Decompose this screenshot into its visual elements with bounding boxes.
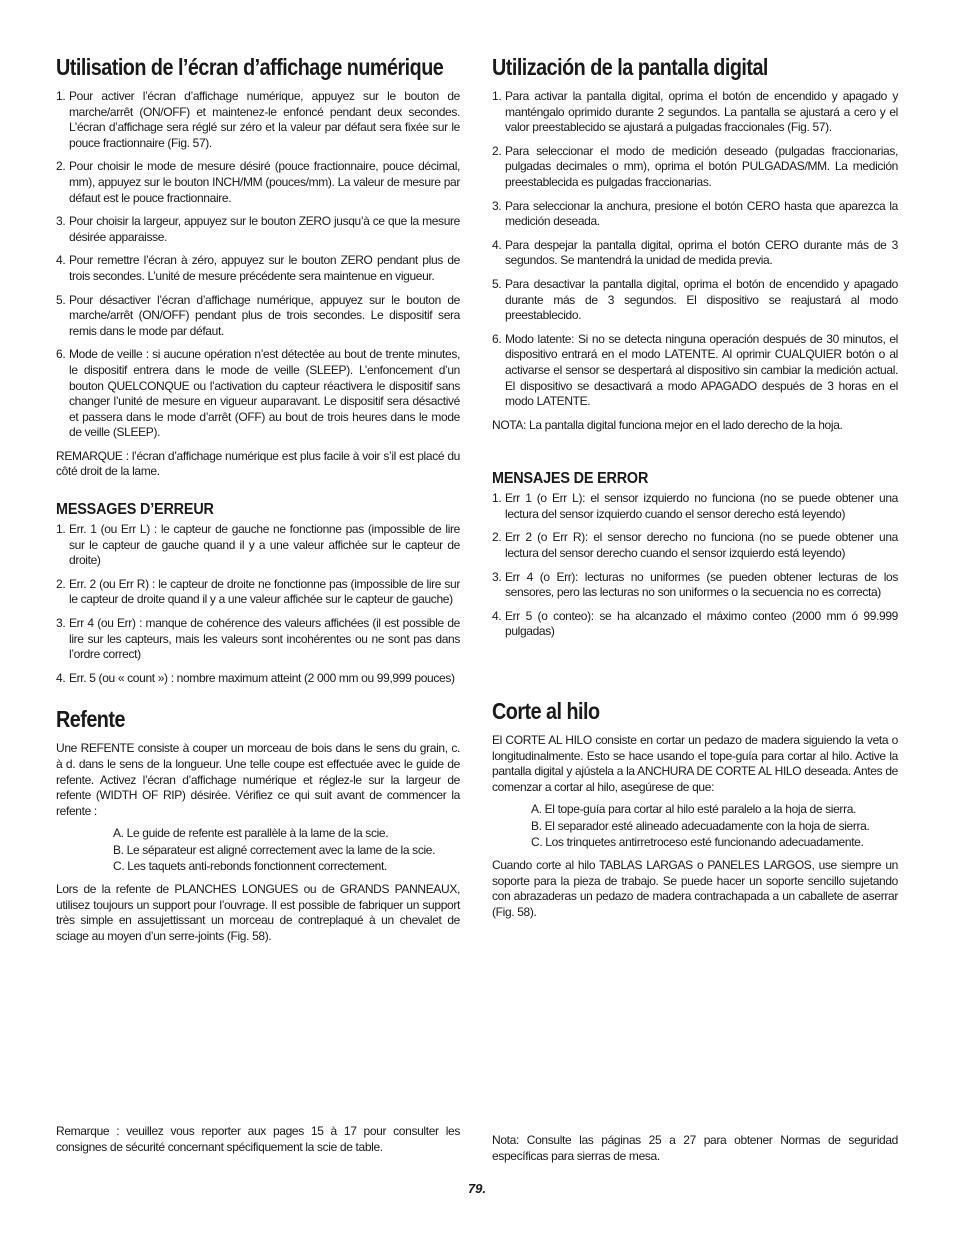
spanish-column: [492, 54, 898, 921]
french-rip-intro: Une REFENTE consiste à couper un morceau de bois dans le sens du grain, c. à d. dans le sens de la longueur. Une telle coupe est effectuée avec le guide de refente. Activez l’écran d’affichage numérique et réglez-le sur la largeur de refente (WIDTH OF RIP) désirée. Vérifiez ce qui suit avant de commencer la refente :: [56, 741, 460, 818]
list-item: C. Les taquets anti-rebonds fonctionnent correctement.: [113, 858, 387, 873]
spanish-rip-title: Corte al hilo: [492, 698, 600, 725]
list-item: 4. Err. 5 (ou « count ») : nombre maximum atteint (2 000 mm ou 99,999 pouces): [56, 670, 455, 685]
french-instructions-list: [56, 89, 460, 441]
list-item: A. El tope-guía para cortar al hilo esté paralelo a la hoja de sierra.: [531, 802, 857, 817]
list-item: 1. Err 1 (o Err L): el sensor izquierdo no funciona (no se puede obtener una lectura del sensor izquierdo cuando el sensor derecho está leyendo): [492, 491, 898, 521]
spanish-rip-checklist: [492, 801, 898, 850]
french-rip-outro: Lors de la refente de PLANCHES LONGUES ou de GRANDS PANNEAUX, utilisez toujours un support pour l’ouvrage. Il est possible de fabriquer un support très simple en assujettissant un morceau de contreplaqué à un chevalet de sciage au moyen d’un serre-joints (Fig. 58).: [56, 882, 460, 944]
list-item: 6. Mode de veille : si aucune opération n’est détectée au bout de trente minutes, le dispositif entrera dans le mode de veille (SLEEP). L’enfoncement d’un bouton QUELCONQUE ou l’activation du capteur réactivera le dispositif sans changer l’unité de mesure en vigueur auparavant. Le dispositif sera désactivé et passera dans le mode d’arrêt (OFF) au bout de trois heures dans le mode de veille (SLEEP).: [56, 347, 460, 440]
list-item: 2. Para seleccionar el modo de medición deseado (pulgadas fraccionarias, pulgadas decimales o mm), oprima el botón PULGADAS/MM. La medición preestablecida es pulgadas fraccionarias.: [492, 143, 898, 189]
spanish-errors-heading: MENSAJES DE ERROR: [492, 470, 649, 488]
list-item: 2. Pour choisir le mode de mesure désiré (pouce fractionnaire, pouce décimal, mm), appuyez sur le bouton INCH/MM (pouces/mm). La valeur de mesure par défaut est le pouce fractionnaire.: [56, 159, 460, 205]
list-item: 4. Para despejar la pantalla digital, oprima el botón CERO durante más de 3 segundos. Se mantendrá la unidad de medida previa.: [492, 237, 898, 268]
list-item: 4. Err 5 (o conteo): se ha alcanzado el máximo conteo (2000 mm ó 99.999 pulgadas): [492, 608, 898, 639]
list-item: 5. Para desactivar la pantalla digital, oprima el botón de encendido y apagado durante más de 3 segundos. El dispositivo se reajustará al modo preestablecido.: [492, 276, 898, 323]
page-number: 79.: [467, 1181, 487, 1196]
spanish-instructions-list: [492, 89, 898, 410]
list-item: 4. Pour remettre l’écran à zéro, appuyez sur le bouton ZERO pendant plus de trois secondes. L’unité de mesure précédente sera maintenue en vigueur.: [56, 253, 460, 283]
list-item: 5. Pour désactiver l’écran d’affichage numérique, appuyez sur le bouton de marche/arrêt (ON/OFF) pendant plus de trois secondes. Le dispositif sera remis dans le mode par défaut.: [56, 292, 460, 338]
list-item: 3. Err 4 (ou Err) : manque de cohérence des valeurs affichées (il est possible de lire sur les capteurs, mais les valeurs sont incohérentes ou ne sont pas dans l’ordre correct): [56, 616, 460, 662]
spanish-rip-outro: Cuando corte al hilo TABLAS LARGAS o PANELES LARGOS, use siempre un soporte para la pieza de trabajo. Se puede hacer un soporte sencillo sujetando con abrazaderas un pedazo de madera contrachapada a un caballete de aserrar (Fig. 58).: [492, 858, 898, 920]
french-errors-list: [56, 522, 460, 686]
list-item: B. El separador esté alineado adecuadamente con la hoja de sierra.: [531, 818, 870, 833]
list-item: 3. Para seleccionar la anchura, presione el botón CERO hasta que aparezca la medición deseada.: [492, 198, 898, 229]
french-display-note: REMARQUE : l’écran d’affichage numérique est plus facile à voir s’il est placé du côté droit de la lame.: [56, 448, 460, 479]
french-errors-heading: MESSAGES D’ERREUR: [56, 501, 214, 519]
list-item: 2. Err 2 (o Err R): el sensor derecho no funciona (no se puede obtener una lectura del sensor derecho cuando el sensor izquierdo está leyendo): [492, 530, 898, 561]
list-item: 1. Para activar la pantalla digital, oprima el botón de encendido y apagado y manténgalo oprimido durante 2 segundos. La pantalla se ajustará a cero y el valor preestablecido se ajustará a pulgadas fraccionales (Fig. 57).: [492, 89, 898, 135]
list-item: 1. Err. 1 (ou Err L) : le capteur de gauche ne fonctionne pas (impossible de lire sur le capteur de gauche quand il y a une valeur affichée sur le capteur de droite): [56, 522, 460, 568]
list-item: 3. Pour choisir la largeur, appuyez sur le bouton ZERO jusqu’à ce que la mesure désirée apparaisse.: [56, 214, 460, 244]
french-safety-footnote: Remarque : veuillez vous reporter aux pages 15 à 17 pour consulter les consignes de sécurité concernant spécifiquement la scie de table.: [56, 1124, 460, 1154]
spanish-safety-footnote: Nota: Consulte las páginas 25 a 27 para obtener Normas de seguridad específicas para sierras de mesa.: [492, 1133, 898, 1163]
french-rip-checklist: [56, 825, 460, 874]
list-item: B. Le séparateur est aligné correctement avec la lame de la scie.: [113, 842, 436, 857]
list-item: 6. Modo latente: Si no se detecta ninguna operación después de 30 minutos, el dispositivo entrará en el modo LATENTE. Al oprimir CUALQUIER botón o al activarse el sensor se despertará al dispositivo sin cambiar la medición actual. El dispositivo se desactivará a modo APAGADO después de 3 horas en el modo LATENTE.: [492, 331, 898, 409]
french-rip-title: Refente: [56, 706, 125, 733]
list-item: 1. Pour activer l’écran d’affichage numérique, appuyez sur le bouton de marche/arrêt (ON/OFF) et maintenez-le enfoncé pendant deux secondes. L’écran d’affichage sera réglé sur zéro et la valeur par défaut sera fixée sur le pouce fractionnaire (Fig. 57).: [56, 89, 460, 150]
spanish-display-note: NOTA: La pantalla digital funciona mejor en el lado derecho de la hoja.: [492, 417, 843, 432]
list-item: C. Los trinquetes antirretroceso esté funcionando adecuadamente.: [531, 835, 864, 849]
french-section-title: Utilisation de l’écran d’affichage numérique: [56, 54, 444, 80]
list-item: 3. Err 4 (o Err): lecturas no uniformes (se pueden obtener lecturas de los sensores, pero las lecturas no son uniformes o la secuencia no es correcta): [492, 569, 898, 600]
list-item: A. Le guide de refente est parallèle à la lame de la scie.: [113, 826, 389, 841]
list-item: 2. Err. 2 (ou Err R) : le capteur de droite ne fonctionne pas (impossible de lire sur le capteur de droite quand il y a une valeur affichée sur le capteur de gauche): [56, 576, 460, 607]
french-column: [56, 54, 460, 945]
spanish-rip-intro: El CORTE AL HILO consiste en cortar un pedazo de madera siguiendo la veta o longitudinalmente. Esto se hace usando el tope-guía para cortar al hilo. Active la pantalla digital y ajústela a la ANCHURA DE CORTE AL HILO deseada. Antes de comenzar a cortar al hilo, asegúrese de que:: [492, 733, 898, 794]
spanish-section-title: Utilización de la pantalla digital: [492, 54, 768, 80]
spanish-errors-list: [492, 491, 898, 640]
